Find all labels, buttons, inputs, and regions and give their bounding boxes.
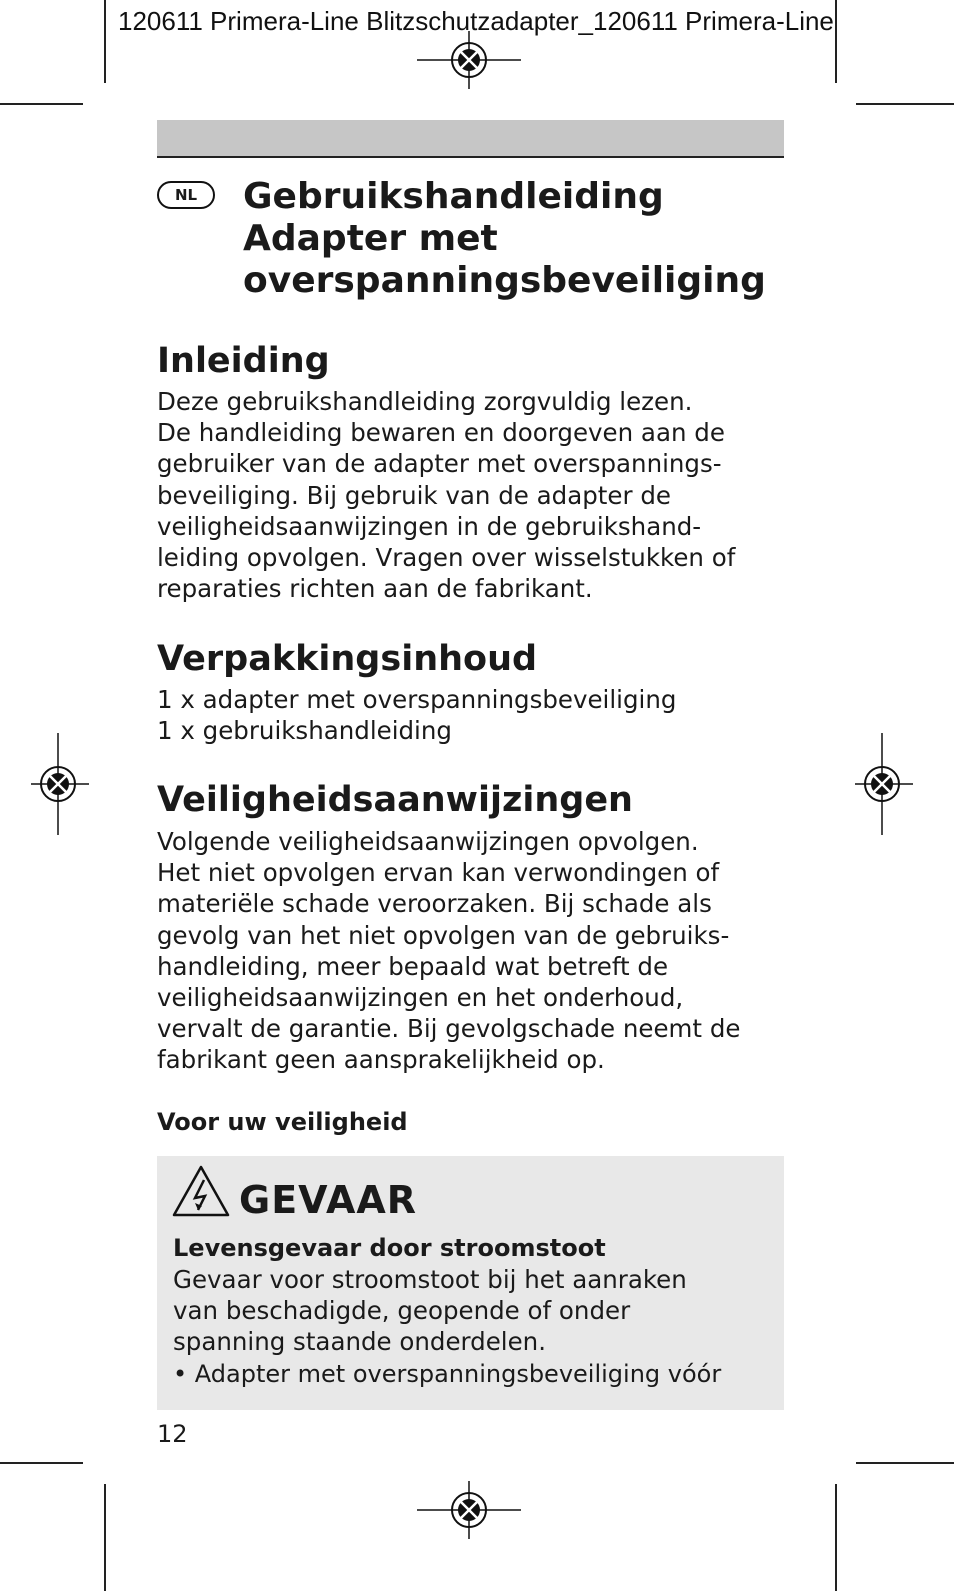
- contents-list: [157, 684, 797, 746]
- text-line: handleiding, meer bepaald wat betreft de: [157, 951, 669, 981]
- title-line: overspanningsbeveiliging: [243, 260, 766, 301]
- intro-paragraph: [157, 386, 797, 604]
- warning-body: [173, 1264, 687, 1358]
- text-line: leiding opvolgen. Vragen over wisselstukken of: [157, 543, 736, 573]
- text-line: gevolg van het niet opvolgen van de gebruiks-: [157, 920, 730, 950]
- crop-mark: [0, 103, 83, 105]
- print-header: 120611 Primera-Line Blitzschutzadapter_120611 Primera-Line: [118, 6, 834, 36]
- document-title: [243, 176, 803, 302]
- title-line: Adapter met: [243, 218, 498, 259]
- text-line: materiële schade veroorzaken. Bij schade als: [157, 889, 712, 919]
- crop-mark: [835, 0, 837, 83]
- warning-bullet-item: • Adapter met overspanningsbeveiliging vóór: [173, 1360, 722, 1388]
- heading-safety: Veiligheidsaanwijzingen: [157, 780, 633, 820]
- crop-mark: [104, 0, 106, 83]
- text-line: reparaties richten aan de fabrikant.: [157, 574, 593, 604]
- list-item: 1 x gebruikshandleiding: [157, 716, 452, 746]
- text-line: beveiliging. Bij gebruik van de adapter de: [157, 480, 671, 510]
- crop-mark: [856, 1462, 954, 1464]
- text-line: veiligheidsaanwijzingen in de gebruikshand-: [157, 511, 702, 541]
- text-line: Volgende veiligheidsaanwijzingen opvolgen.: [157, 827, 699, 856]
- crop-mark: [0, 1462, 83, 1464]
- text-line: De handleiding bewaren en doorgeven aan de: [157, 418, 725, 448]
- text-line: vervalt de garantie. Bij gevolgschade neemt de: [157, 1014, 741, 1044]
- text-line: gebruiker van de adapter met overspannings-: [157, 449, 722, 479]
- crop-mark: [835, 1484, 837, 1591]
- title-line: Gebruikshandleiding: [243, 176, 664, 217]
- registration-mark-icon: [417, 1481, 521, 1539]
- text-line: Deze gebruikshandleiding zorgvuldig lezen.: [157, 387, 693, 416]
- text-line: van beschadigde, geopende of onder: [173, 1296, 631, 1326]
- crop-mark: [856, 103, 954, 105]
- list-item: 1 x adapter met overspanningsbeveiliging: [157, 685, 677, 714]
- registration-mark-icon: [31, 733, 89, 835]
- registration-mark-icon: [855, 733, 913, 835]
- warning-subtitle: Levensgevaar door stroomstoot: [173, 1234, 606, 1262]
- text-line: veiligheidsaanwijzingen en het onderhoud,: [157, 983, 684, 1013]
- subheading-safety: Voor uw veiligheid: [157, 1108, 408, 1136]
- crop-mark: [104, 1484, 106, 1591]
- text-line: spanning staande onderdelen.: [173, 1327, 547, 1357]
- warning-box: [157, 1156, 784, 1410]
- section-header-bar: [157, 120, 784, 158]
- text-line: Gevaar voor stroomstoot bij het aanraken: [173, 1265, 687, 1294]
- text-line: Het niet opvolgen ervan kan verwondingen of: [157, 858, 720, 888]
- language-badge: NL: [157, 181, 215, 209]
- heading-intro: Inleiding: [157, 341, 330, 381]
- safety-paragraph: [157, 826, 797, 1076]
- text-line: fabrikant geen aansprakelijkheid op.: [157, 1045, 605, 1075]
- electric-hazard-warning-icon: [171, 1164, 231, 1218]
- heading-contents: Verpakkingsinhoud: [157, 639, 538, 679]
- page-number: 12: [157, 1420, 188, 1448]
- warning-title: GEVAAR: [239, 1178, 418, 1222]
- registration-mark-icon: [417, 31, 521, 89]
